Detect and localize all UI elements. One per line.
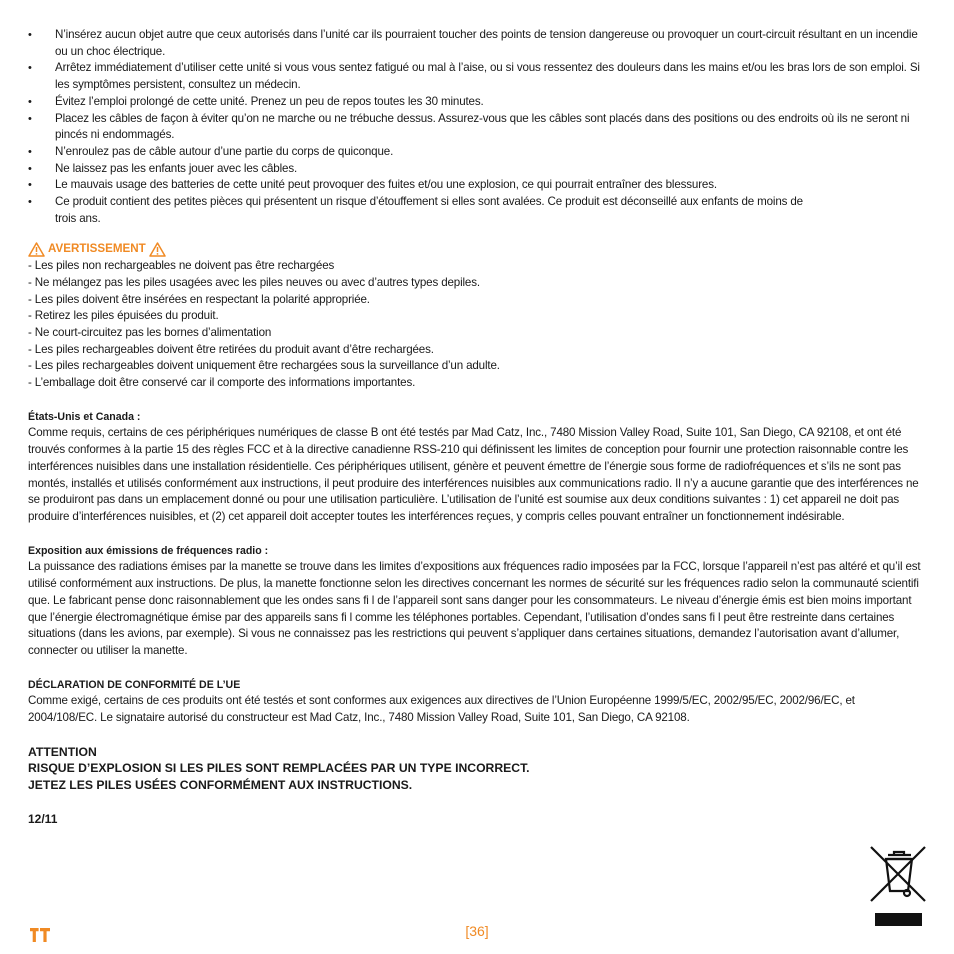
bullet-item: • Ce produit contient des petites pièces qui présentent un risque d’étouffement si elles sont avalées. Ce produit est déconseillé aux enfants de moins de trois ans.: [28, 194, 926, 227]
bullet-item: • Le mauvais usage des batteries de cette unité peut provoquer des fuites et/ou une explosion, ce qui pourrait entraîner des blessures.: [28, 177, 926, 194]
safety-bullet-list: [28, 27, 926, 227]
warning-item: - Ne mélangez pas les piles usagées avec les piles neuves ou avec d’autres types depiles.: [28, 275, 480, 289]
attention-line: ATTENTION: [28, 744, 97, 759]
warning-heading: [28, 241, 926, 258]
eu-conformity-paragraph: Comme exigé, certains de ces produits ont été testés et sont conformes aux exigences aux directives de l’Union Européenne 1999/5/EC, 2002/95/EC, 2002/96/EC, et 2004/108/EC. Le signataire autorisé du constructeur est Mad Catz, Inc., 7480 Mission Valley Road, Suite 101, San Diego, CA 92108.: [28, 694, 855, 725]
usa-canada-heading: États-Unis et Canada :: [28, 410, 141, 423]
warning-triangle-icon: [149, 242, 166, 257]
warning-title: AVERTISSEMENT: [48, 242, 146, 256]
bullet-item: • N’insérez aucun objet autre que ceux autorisés dans l’unité car ils pourraient toucher des points de tension dangereuse ou provoquer un court-circuit résultant en un incendie ou un choc électrique.: [28, 27, 926, 60]
warning-triangle-icon: [28, 242, 45, 257]
bullet-item: • Évitez l’emploi prolongé de cette unité. Prenez un peu de repos toutes les 30 minutes.: [28, 94, 926, 111]
attention-line: JETEZ LES PILES USÉES CONFORMÉMENT AUX INSTRUCTIONS.: [28, 778, 413, 793]
warning-item: - Les piles doivent être insérées en respectant la polarité appropriée.: [28, 292, 370, 306]
page-number: [36]: [465, 923, 489, 939]
warning-item: - L’emballage doit être conservé car il comporte des informations importantes.: [28, 376, 416, 390]
warning-item: - Les piles rechargeables doivent être retirées du produit avant d’être rechargées.: [28, 342, 434, 356]
attention-line: RISQUE D’EXPLOSION SI LES PILES SONT REMPLACÉES PAR UN TYPE INCORRECT.: [28, 761, 530, 776]
warning-item: - Les piles non rechargeables ne doivent pas être rechargées: [28, 259, 335, 273]
usa-canada-paragraph: Comme requis, certains de ces périphériques numériques de classe B ont été testés par Mad Catz, Inc., 7480 Mission Valley Road, Suite 101, San Diego, CA 92108, et ont été trouvés conformes à la partie 15 des règles FCC et à la directive canadienne RSS-210 qui définissent les limites de conception pour fournir une protection raisonnable contre les interférences nuisibles dans une installation résidentielle. Ces périphériques utilisent, génère et peuvent émettre de l’énergie sous forme de radiofréquences et s’ils ne sont pas montés, installés et utilisés conformément aux instructions, il peut produire des interférences nuisibles aux communications radio. Il n’y a aucune garantie que des interférences ne se produiront pas dans un emplacement donné ou pour une utilisation particulière. L’utilisation de l’unité est soumise aux deux conditions suivantes : 1) cet appareil ne doit pas produire d’interférences nuisibles, et (2) cet appareil doit accepter toutes les interférences reçues, y compris celles pouvant entraîner un fonctionnement indésirable.: [28, 426, 919, 523]
bullet-item: • Ne laissez pas les enfants jouer avec les câbles.: [28, 161, 926, 178]
bullet-item: • N’enroulez pas de câble autour d’une partie du corps de quiconque.: [28, 144, 926, 161]
bullet-item: • Arrêtez immédiatement d’utiliser cette unité si vous vous sentez fatigué ou mal à l’aise, ou si vous ressentez des douleurs dans les mains et/ou les bras lors de son emploi. Si les symptômes persistent, consultez un médecin.: [28, 60, 926, 93]
warning-item: - Retirez les piles épuisées du produit.: [28, 309, 219, 323]
warning-item: - Ne court-circuitez pas les bornes d’alimentation: [28, 325, 272, 339]
bullet-item: • Placez les câbles de façon à éviter qu’on ne marche ou ne trébuche dessus. Assurez-vous que les câbles sont placés dans des positions ou des endroits où ils ne seront ni pincés ni endommagés.: [28, 111, 926, 144]
revision-date: 12/11: [28, 811, 58, 826]
manual-page-content: [28, 27, 926, 828]
rf-exposure-heading: Exposition aux émissions de fréquences radio :: [28, 544, 269, 557]
rf-exposure-paragraph: La puissance des radiations émises par la manette se trouve dans les limites d’expositions aux fréquences radio imposées par la FCC, lorsque l’appareil n’est pas altéré et qu’il est utilisé conformément aux instructions. De plus, la manette fonctionne selon les directives concernant les normes de sécurité sur les fréquences radio selon la communauté scientifi que. Le fabricant pense donc raisonnablement que les ondes sans fi l de l’appareil sont sans danger pour les consommateurs. Le niveau d’énergie émis est bien moins important que l’énergie électromagnétique émise par des appareils sans fi l comme les téléphones portables. Cependant, l’utilisation d’ondes sans fi l peut être restreinte dans certaines situations (dans les avions, par exemple). Si vous ne connaissez pas les restrictions qui peuvent s’appliquer dans certaines situations, demandez l’autorisation avant d’allumer, connecter ou utiliser la manette.: [28, 560, 921, 657]
battery-warning-list: [28, 258, 926, 392]
crossed-out-wheelie-bin-icon: [869, 845, 927, 927]
eu-conformity-heading: DÉCLARATION DE CONFORMITÉ DE L’UE: [28, 678, 241, 691]
attention-notice: [28, 744, 926, 794]
warning-item: - Les piles rechargeables doivent uniquement être rechargées sous la surveillance d’un adulte.: [28, 359, 500, 373]
